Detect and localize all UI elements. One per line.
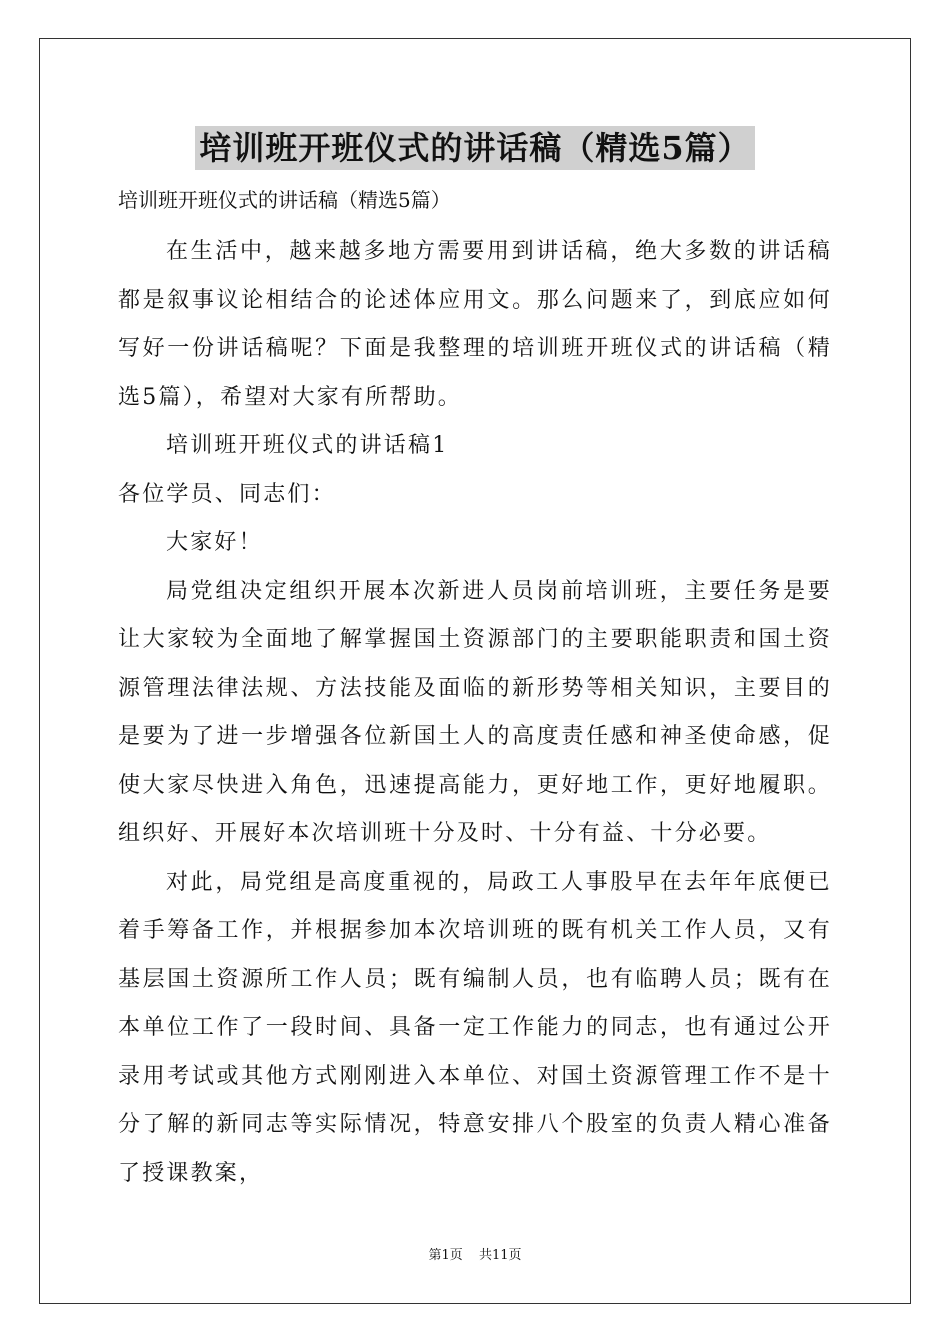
page-total: 共11页 (478, 1248, 522, 1263)
intro-paragraph: 在生活中，越来越多地方需要用到讲话稿，绝大多数的讲话稿都是叙事议论相结合的论述体应用文。那么问题来了，到底应如何写好一份讲话稿呢？下面是我整理的培训班开班仪式的讲话稿（精选5篇），希望对大家有所帮助。 (118, 239, 832, 410)
page-footer (0, 1247, 950, 1265)
page-number: 第1页 (428, 1248, 463, 1263)
salutation: 各位学员、同志们： (118, 481, 336, 507)
document-title: 培训班开班仪式的讲话稿（精选5篇） (195, 126, 754, 170)
document-body (118, 228, 832, 1198)
body-paragraph: 局党组决定组织开展本次新进人员岗前培训班，主要任务是要让大家较为全面地了解掌握国土资源部门的主要职能职责和国土资源管理法律法规、方法技能及面临的新形势等相关知识，主要目的是要为了进一步增强各位新国土人的高度责任感和神圣使命感，促使大家尽快进入角色，迅速提高能力，更好地工作，更好地履职。组织好、开展好本次培训班十分及时、十分有益、十分必要。 (118, 578, 832, 846)
document-subtitle: 培训班开班仪式的讲话稿（精选5篇） (118, 188, 451, 212)
body-paragraph: 对此，局党组是高度重视的，局政工人事股早在去年年底便已着手筹备工作，并根据参加本次培训班的既有机关工作人员，又有基层国土资源所工作人员；既有编制人员，也有临聘人员；既有在本单位工作了一段时间、具备一定工作能力的同志，也有通过公开录用考试或其他方式刚刚进入本单位、对国土资源管理工作不是十分了解的新同志等实际情况，特意安排八个股室的负责人精心准备了授课教案， (118, 869, 832, 1186)
section-heading: 培训班开班仪式的讲话稿1 (166, 433, 449, 458)
title-container (0, 126, 950, 170)
greeting: 大家好！ (166, 530, 263, 555)
